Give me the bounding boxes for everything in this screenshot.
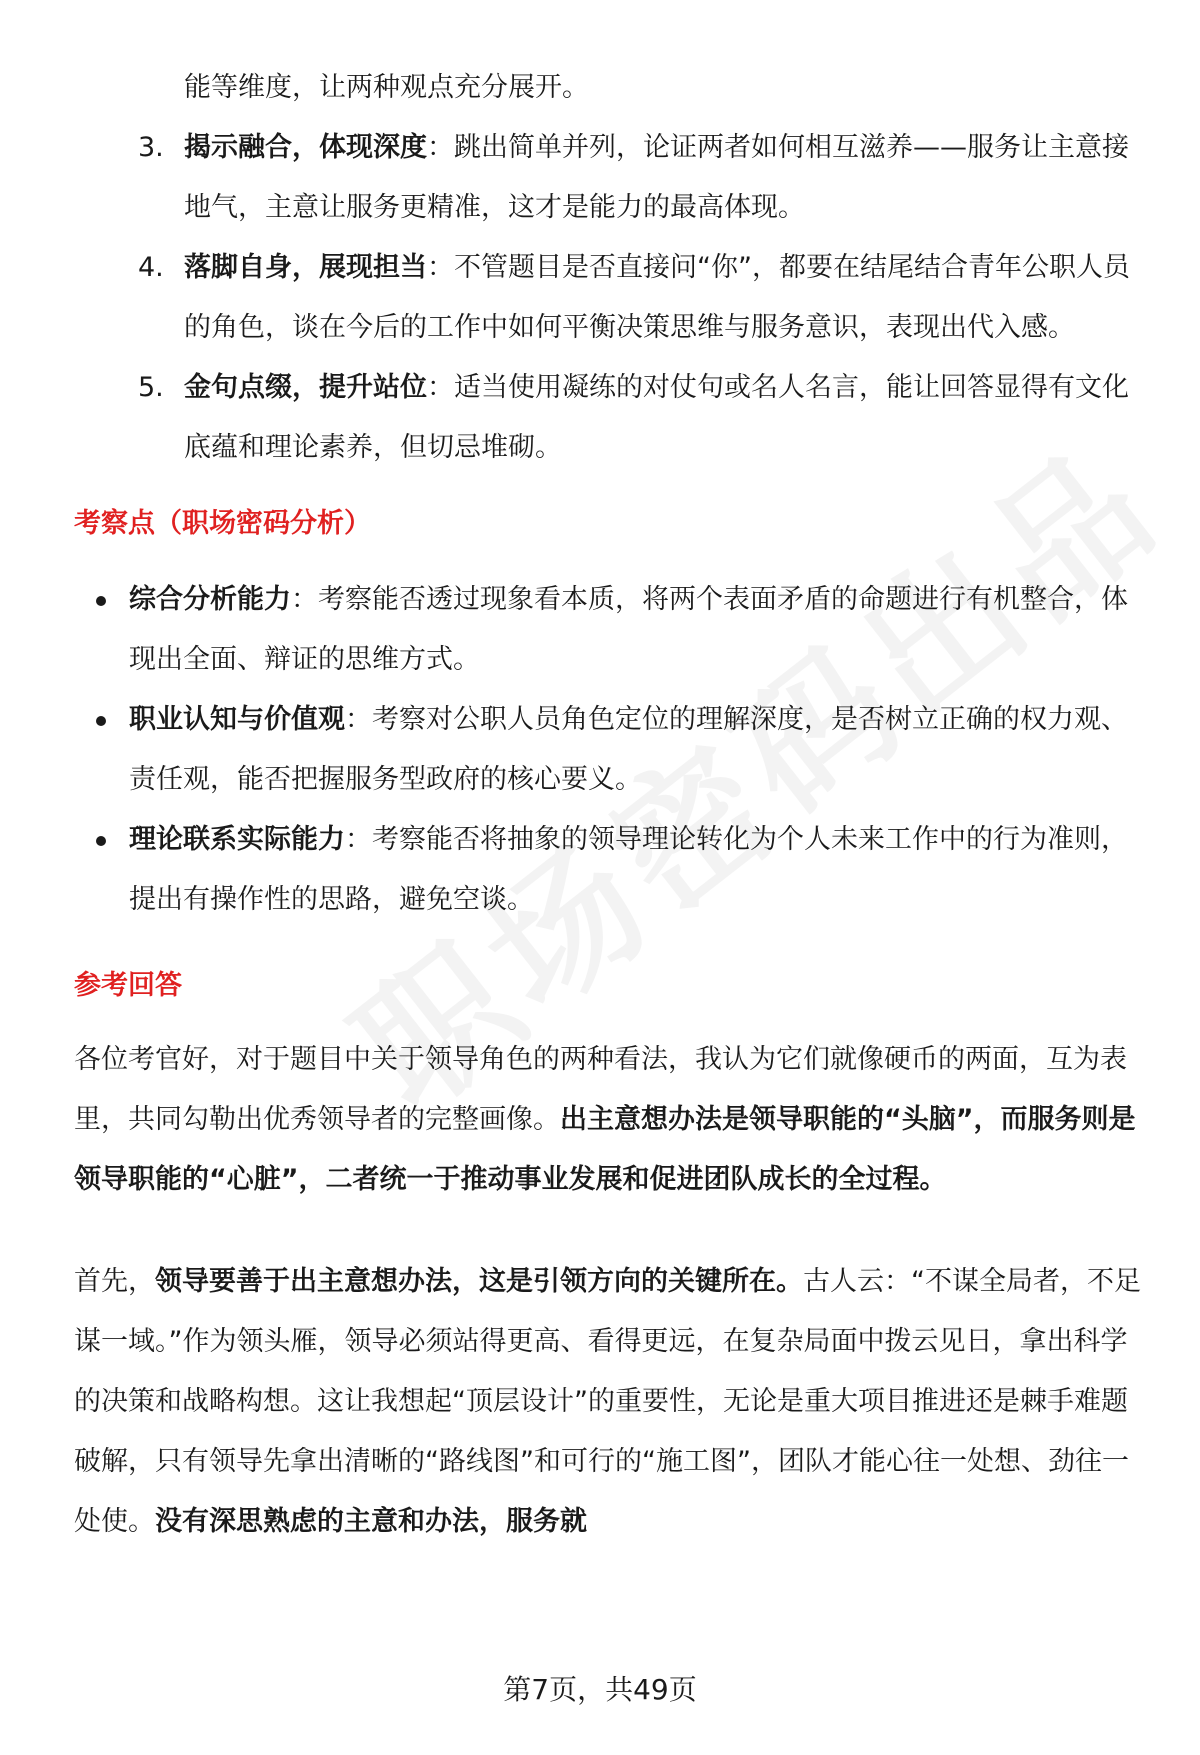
list-item (74, 690, 1154, 810)
list-item (74, 118, 1154, 238)
paragraph-bold-text: 没有深思熟虑的主意和办法，服务就 (155, 1506, 587, 1537)
list-number: 3. (138, 132, 164, 163)
bullet-icon (96, 596, 106, 606)
answer-paragraph (74, 1030, 1154, 1210)
item-text: 跳出简单并列，论证两者如何相互滋养——服务让主意接地气，主意让服务更精准，这才是能力的最高体现。 (184, 132, 1129, 223)
item-text: 考察对公职人员角色定位的理解深度，是否树立正确的权力观、责任观，能否把握服务型政府的核心要义。 (129, 704, 1128, 795)
item-separator: ： (427, 132, 454, 163)
list-item (74, 810, 1154, 930)
paragraph-lead: 首先， (74, 1266, 155, 1297)
item-separator: ： (427, 372, 454, 403)
item-text: 考察能否透过现象看本质，将两个表面矛盾的命题进行有机整合，体现出全面、辩证的思维方式。 (129, 584, 1128, 675)
item-title: 揭示融合，体现深度 (184, 132, 427, 163)
item-separator: ： (291, 584, 318, 615)
bullet-icon (96, 836, 106, 846)
list-item (74, 570, 1154, 690)
continuation-text: 能等维度，让两种观点充分展开。 (184, 72, 589, 103)
list-number: 4. (138, 252, 164, 283)
item-text: 适当使用凝练的对仗句或名人名言，能让回答显得有文化底蕴和理论素养，但切忌堆砌。 (184, 372, 1129, 463)
paragraph-text: 古人云：“不谋全局者，不足谋一域。”作为领头雁，领导必须站得更高、看得更远，在复杂局面中拨云见日，拿出科学的决策和战略构想。这让我想起“顶层设计”的重要性，无论是重大项目推进还是棘手难题破解，只有领导先拿出清晰的“路线图”和可行的“施工图”，团队才能心往一处想、劲往一处使。 (74, 1266, 1141, 1537)
item-title: 职业认知与价值观 (129, 704, 345, 735)
item-separator: ： (345, 704, 372, 735)
item-title: 理论联系实际能力 (129, 824, 345, 855)
section-heading-reference-answer: 参考回答 (74, 970, 182, 1001)
item-title: 综合分析能力 (129, 584, 291, 615)
item-text: 不管题目是否直接问“你”，都要在结尾结合青年公职人员的角色，谈在今后的工作中如何平衡决策思维与服务意识，表现出代入感。 (184, 252, 1130, 343)
paragraph-text: 各位考官好，对于题目中关于领导角色的两种看法，我认为它们就像硬币的两面，互为表里，共同勾勒出优秀领导者的完整画像。 (74, 1044, 1127, 1135)
item-title: 金句点缀，提升站位 (184, 372, 427, 403)
list-item (74, 358, 1154, 478)
page-footer: 第7页，共49页 (503, 1673, 697, 1706)
list-item (74, 238, 1154, 358)
section-heading-assessment: 考察点（职场密码分析） (74, 508, 371, 539)
paragraph-bold-text: 出主意想办法是领导职能的“头脑”，而服务则是领导职能的“心脏”，二者统一于推动事业发展和促进团队成长的全过程。 (74, 1104, 1136, 1195)
assessment-points-list (74, 570, 1154, 930)
answer-steps-list (74, 118, 1154, 478)
bullet-icon (96, 716, 106, 726)
item-title: 落脚自身，展现担当 (184, 252, 427, 283)
item-separator: ： (427, 252, 454, 283)
list-number: 5. (138, 372, 164, 403)
item-separator: ： (345, 824, 372, 855)
paragraph-bold-text: 领导要善于出主意想办法，这是引领方向的关键所在。 (155, 1266, 803, 1297)
item-text: 考察能否将抽象的领导理论转化为个人未来工作中的行为准则，提出有操作性的思路，避免空谈。 (129, 824, 1128, 915)
page-content (74, 58, 1154, 1552)
answer-paragraph (74, 1252, 1154, 1552)
